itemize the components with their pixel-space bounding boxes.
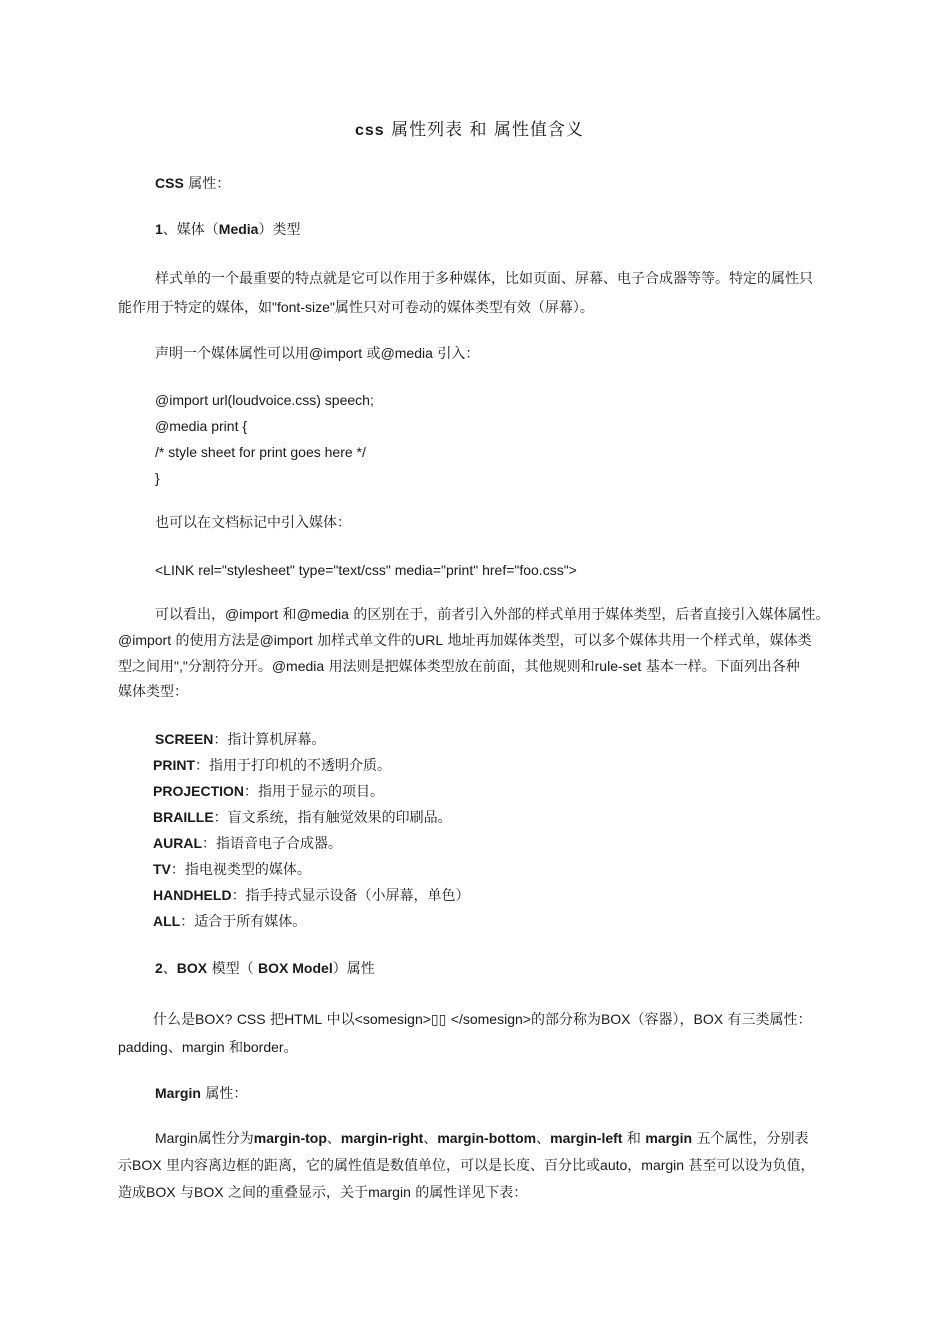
- code-line: @media print {: [155, 418, 248, 434]
- list-item: ALL：适合于所有媒体。: [153, 913, 307, 930]
- paragraph-line: 声明一个媒体属性可以用@import 或@media 引入：: [155, 345, 480, 362]
- paragraph-line: @import 的使用方法是@import 加样式单文件的URL 地址再加媒体类型，可以多个媒体共用一个样式单，媒体类: [118, 632, 812, 649]
- code-line: /* style sheet for print goes here */: [155, 444, 366, 460]
- paragraph-line: 媒体类型：: [118, 684, 188, 700]
- code-line: }: [155, 470, 160, 486]
- paragraph-line: 造成BOX 与BOX 之间的重叠显示，关于margin 的属性详见下表：: [118, 1184, 528, 1201]
- paragraph-line: 样式单的一个最重要的特点就是它可以作用于多种媒体，比如页面、屏幕、电子合成器等等。特定的属性只: [155, 271, 813, 287]
- list-item: PROJECTION：指用于显示的项目。: [153, 783, 385, 800]
- paragraph-line: 也可以在文档标记中引入媒体：: [155, 515, 351, 531]
- paragraph-line: 能作用于特定的媒体，如"font-size"属性只对可卷动的媒体类型有效（屏幕）。: [118, 299, 594, 316]
- paragraph-line: 示BOX 里内容离边框的距离，它的属性值是数值单位，可以是长度、百分比或auto，margin 甚至可以设为负值，: [118, 1157, 815, 1174]
- list-item: SCREEN：指计算机屏幕。: [155, 731, 326, 748]
- list-item: BRAILLE：盲文系统，指有触觉效果的印刷品。: [153, 809, 452, 826]
- list-item: AURAL：指语音电子合成器。: [153, 835, 342, 852]
- paragraph-line: padding、margin 和border。: [118, 1039, 298, 1056]
- paragraph-line: 型之间用","分割符分开。@media 用法则是把媒体类型放在前面，其他规则和rule-set 基本一样。下面列出各种: [118, 658, 800, 675]
- code-line: @import url(loudvoice.css) speech;: [155, 392, 374, 408]
- margin-heading: Margin 属性：: [155, 1085, 248, 1102]
- paragraph-line: 可以看出，@import 和@media 的区别在于，前者引入外部的样式单用于媒体类型，后者直接引入媒体属性。: [155, 606, 830, 623]
- section-2-heading: 2、BOX 模型（ BOX Model）属性: [155, 960, 375, 977]
- list-item: HANDHELD：指手持式显示设备（小屏幕，单色）: [153, 887, 470, 904]
- list-item: TV：指电视类型的媒体。: [153, 861, 311, 878]
- code-line: <LINK rel="stylesheet" type="text/css" media="print" href="foo.css">: [155, 562, 577, 578]
- list-item: PRINT：指用于打印机的不透明介质。: [153, 757, 391, 774]
- paragraph-line: Margin属性分为margin-top、margin-right、margin-bottom、margin-left 和 margin 五个属性，分别表: [155, 1130, 809, 1147]
- page-title: css 属性列表 和 属性值含义: [355, 120, 584, 140]
- css-attributes-heading: CSS 属性：: [155, 175, 231, 192]
- paragraph-line: 什么是BOX? CSS 把HTML 中以<somesign>▯▯ </somesign>的部分称为BOX（容器），BOX 有三类属性：: [153, 1011, 812, 1028]
- section-1-heading: 1、媒体（Media）类型: [155, 221, 301, 238]
